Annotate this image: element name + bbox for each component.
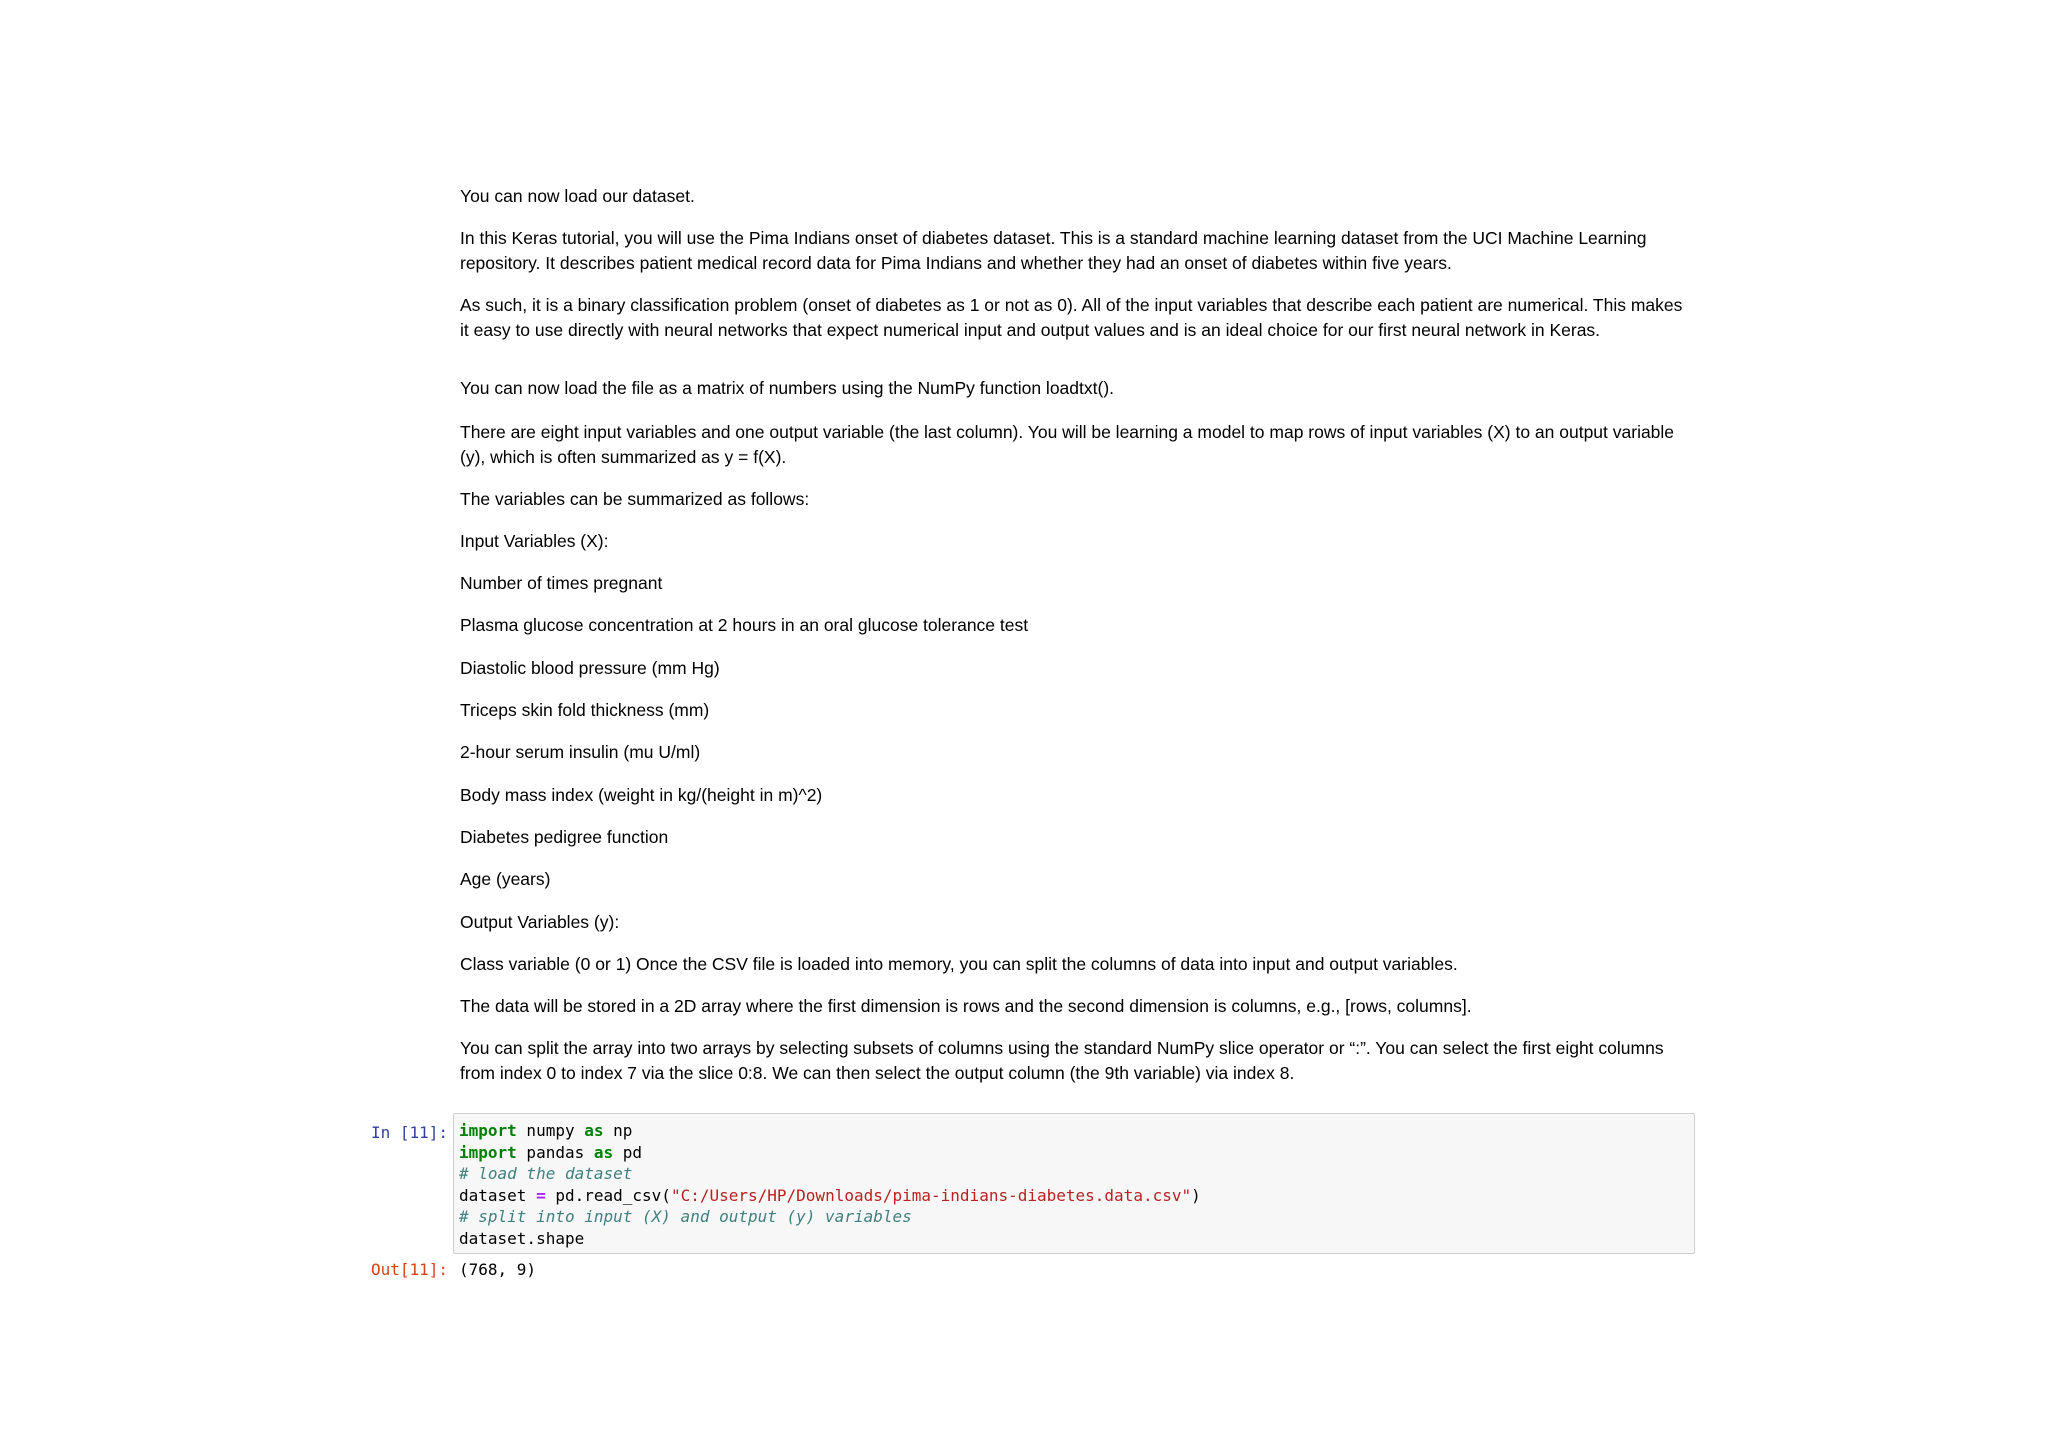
md-paragraph: from index 0 to index 7 via the slice 0:8. We can then select the output column (the 9th variable) via index 8. (460, 1063, 1295, 1083)
code-string: "C:/Users/HP/Downloads/pima-indians-diabetes.data.csv" (670, 1185, 1192, 1205)
code-keyword: import (459, 1142, 517, 1162)
code-keyword: as (584, 1121, 604, 1140)
variable-item: Triceps skin fold thickness (mm) (460, 700, 710, 720)
code-keyword: as (593, 1142, 614, 1162)
code-text: pd (613, 1142, 643, 1162)
md-paragraph: it easy to use directly with neural networks that expect numerical input and output values and is an ideal choice for our first neural network in Keras. (460, 320, 1601, 340)
md-paragraph: You can split the array into two arrays by selecting subsets of columns using the standard NumPy slice operator or “:”. You can select the first eight columns (460, 1038, 1664, 1058)
variable-item: 2-hour serum insulin (mu U/ml) (460, 742, 701, 762)
code-text: ) (1191, 1185, 1201, 1205)
code-comment: # split into input (X) and output (y) variables (459, 1207, 912, 1226)
md-paragraph: The data will be stored in a 2D array where the first dimension is rows and the second dimension is columns, e.g., [rows, columns]. (460, 996, 1472, 1016)
output-text: (768, 9) (459, 1260, 537, 1279)
md-paragraph: Class variable (0 or 1) Once the CSV file is loaded into memory, you can split the columns of data into input and output variables. (460, 954, 1458, 974)
variable-item: Diabetes pedigree function (460, 827, 669, 847)
variable-item: Plasma glucose concentration at 2 hours in an oral glucose tolerance test (460, 615, 1029, 635)
md-paragraph: You can now load the file as a matrix of numbers using the NumPy function loadtxt(). (460, 378, 1115, 398)
code-keyword: import (459, 1121, 517, 1140)
code-text: dataset.shape (459, 1228, 585, 1248)
md-paragraph: Output Variables (y): (460, 912, 620, 932)
md-paragraph: Input Variables (X): (460, 531, 609, 551)
variable-item: Diastolic blood pressure (mm Hg) (460, 658, 720, 678)
code-editor[interactable] (453, 1113, 1695, 1254)
md-paragraph: (y), which is often summarized as y = f(X). (460, 447, 787, 467)
md-paragraph: As such, it is a binary classification problem (onset of diabetes as 1 or not as 0). All of the input variables that describe each patient are numerical. This makes (460, 295, 1683, 315)
code-text: pd.read_csv( (545, 1185, 671, 1205)
input-prompt: In [11]: (370, 1123, 448, 1142)
md-paragraph: There are eight input variables and one output variable (the last column). You will be learning a model to map rows of input variables (X) to an output variable (460, 422, 1675, 442)
md-paragraph: You can now load our dataset. (460, 186, 695, 206)
md-paragraph: The variables can be summarized as follows: (460, 489, 810, 509)
code-text: np (603, 1121, 633, 1140)
md-paragraph: repository. It describes patient medical record data for Pima Indians and whether they had an onset of diabetes within five years. (460, 253, 1452, 273)
code-comment: # load the dataset (459, 1164, 633, 1183)
output-prompt: Out[11]: (370, 1260, 448, 1279)
code-text: pandas (516, 1142, 594, 1162)
code-text: numpy (516, 1121, 585, 1140)
code-operator: = (536, 1185, 546, 1205)
variable-item: Age (years) (460, 869, 551, 889)
variable-item: Number of times pregnant (460, 573, 663, 593)
variable-item: Body mass index (weight in kg/(height in m)^2) (460, 785, 823, 805)
md-paragraph: In this Keras tutorial, you will use the Pima Indians onset of diabetes dataset. This is a standard machine learning dataset from the UCI Machine Learning (460, 228, 1647, 248)
code-text: dataset (459, 1185, 537, 1205)
